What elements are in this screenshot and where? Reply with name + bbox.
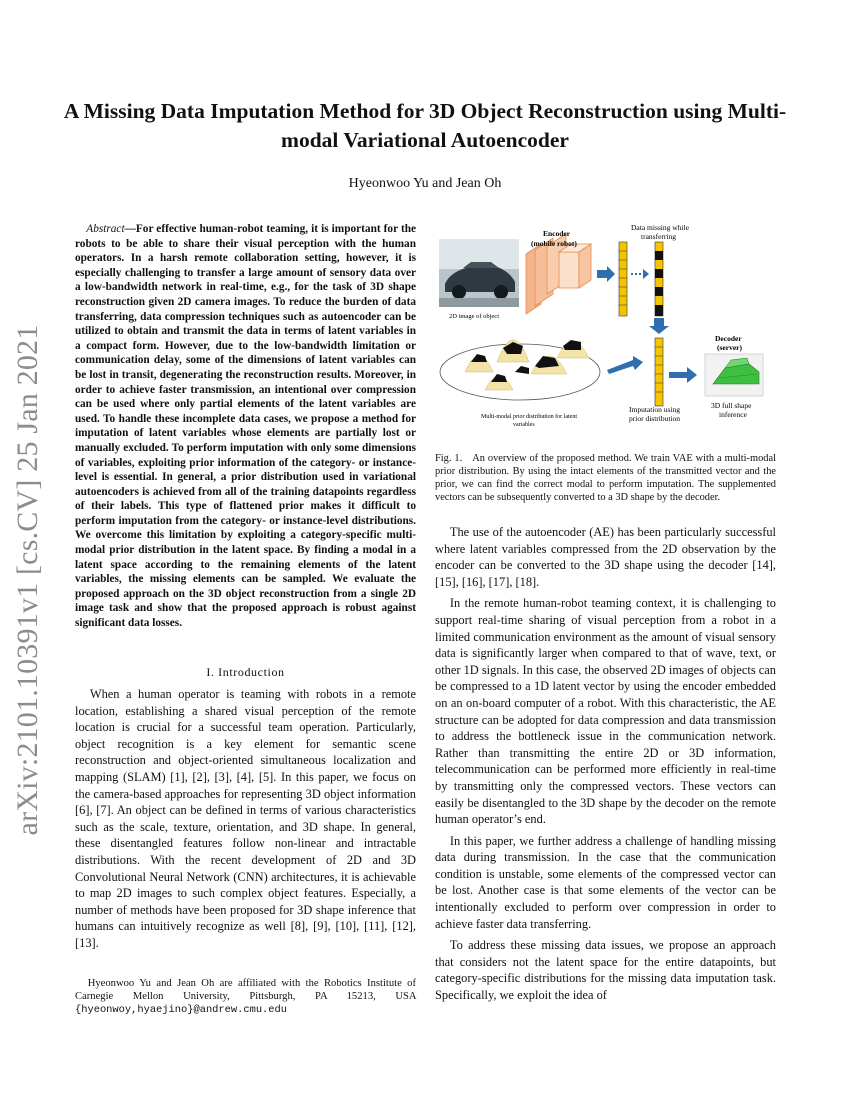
prior-label-line1: Multi-modal prior distribution for latent [481,414,577,420]
car-photo [439,239,519,307]
figure-1-overview-diagram [435,222,776,444]
multimodal-prior-distribution [440,340,600,400]
arrow-down-icon [649,318,669,334]
author-affiliation-footnote [75,977,416,1018]
abstract-dash: — [124,223,136,235]
body-paragraph: In this paper, we further address a challenge of handling missing data during transmission. In the case that the communication condition is unstable, some elements of the compressed vector can be lost. Another case is that some elements of the vector can be intentionally excluded to perform over compression in order to achieve faster data transferring. [435,833,776,931]
intro-paragraph: When a human operator is teaming with robots in a remote location, establishing a shared visual perception of the remote location is crucial for a successful team operation. Particularly, object recognition is a key element for semantic scene reconstruction and object-oriented simultaneous localization and mapping (SLAM) [1], [2], [3], [4], [5]. In this paper, we focus on the camera-based approaches for representing 3D object information [6], [7]. An object can be defined in terms of various characteristics such as the scale, texture, orientation, and 3D shape. In general, these disentangled features follow non-linear and intractable distributions. With the recent development of 2D and 3D Convolutional Neural Network (CNN) architectures, it is achievable to map 2D images to such complex object features. Especially, a number of methods have been proposed for 3D shape inference that humans can intuitively recognize as well [8], [9], [10], [11], [12], [13]. [75,687,416,950]
paper-authors: Hyeonwoo Yu and Jean Oh [348,176,502,191]
introduction-body [75,686,416,952]
image-label: 2D image of object [449,313,499,320]
prior-label-line2: variables [513,422,535,428]
abstract [75,222,416,631]
latent-vector-encoded [619,242,627,316]
missing-label-line2: transferring [641,232,676,241]
latent-vector-missing [655,242,663,316]
decoder-output [705,354,763,396]
caption-text: An overview of the proposed method. We train VAE with a multi-modal prior distribution. By using the intact elements of the transmitted vector and the prior, we can find the correct modal to perform imputation. The supplemented vectors can be subsequently converted to a 3D shape by the decoder. [435,453,776,504]
introduction-body-continued [435,524,776,1009]
shape-label-line1: 3D full shape [711,401,752,410]
footnote-email: {hyeonwoy,hyaejino}@andrew.cmu.edu [75,1004,288,1017]
missing-label-line1: Data missing while [631,223,689,232]
latent-vector-imputed [655,338,663,406]
body-paragraph: In the remote human-robot teaming context, it is challenging to support real-time sharing of visual perception from a robot in a limited communication environment as the amount of visual sensory data is significantly larger when compared to that of wave, text, or other 1D signals. In this case, the observed 2D images of objects can be compressed to a 1D latent vector by using the encoder embedded on an on-board computer of a robot. With this characteristic, the AE structure can be adopted for data compression and data transmission to address the bottleneck issue in the communication network. Rather than transmitting the entire 2D or 3D information, telecommunication can be performed more efficiently in real-time by transmitting only the compressed vectors. These vectors can easily be disentangled to the 3D shape by the decoder on the remote human operator’s end. [435,596,776,827]
arrow-imputation-icon [607,356,643,374]
body-paragraph: The use of the autoencoder (AE) has been particularly successful where latent variables compressed from the 2D observation by the encoder can be converted to the 3D shape using the decoder [14], [15], [16], [17], [18]. [435,525,776,589]
arrow-right-icon [597,266,615,282]
section-heading-introduction: I. Introduction [206,665,285,679]
footnote-text: Hyeonwoo Yu and Jean Oh are affiliated with the Robotics Institute of Carnegie Mellon University, Pittsburgh, PA 15213, USA [75,978,416,1003]
decoder-label: Decoder [715,334,742,343]
abstract-text: For effective human-robot teaming, it is important for the robots to be able to share their visual perception with the human operators. In a harsh remote collaboration setting, however, it is especially challenging to transfer a large amount of sensory data over a low-bandwidth network in real-time, e.g., for the task of 3D shape reconstruction given 2D camera images. To reduce the burden of data transferring, data compression techniques such as autoencoder can be utilized to obtain and transmit the data in terms of latent variables in a compact form. However, due to the low-bandwidth limitation or communication delay, some of the dimensions of latent variables can be lost in transit, degenerating the reconstruction results. Moreover, in order to achieve faster transmission, an intentional over compression can be used where only partial elements of the latent variables are used. To handle these incomplete data cases, we propose a method for imputation of latent variables whose elements are partially lost or manually excluded. To perform imputation with only some dimensions of variables, exploiting prior information of the category- or instance-level is essential. In general, a prior distribution used in variational autoencoders is achieved from all of the training datapoints regardless of their labels. This type of flattened prior makes it difficult to perform imputation from the category- or instance-level distributions. We overcome this limitation by exploiting a category-specific multi-modal prior distribution in the latent space. By finding a modal in a latent space according to the remaining elements of the latent variables, the missing elements can be sampled. We evaluate the proposed approach on the 3D object reconstruction from a single 2D image task and show that the proposed approach is robust against significant data losses. [75,223,416,630]
decoder-sublabel: (server) [717,343,742,352]
abstract-label: Abstract [86,223,125,235]
encoder-label: Encoder [543,229,571,238]
caption-label: Fig. 1. [435,453,463,464]
shape-label-line2: inference [719,410,747,419]
body-paragraph: To address these missing data issues, we propose an approach that considers not the latent space for the entire datapoints, but category-specific distributions for the missing data imputation task. Specifically, we exploit the idea of [435,938,776,1003]
arxiv-identifier-stamp: arXiv:2101.10391v1 [cs.CV] 25 Jan 2021 [11,324,44,836]
figure-1-caption [435,452,776,504]
arrow-decoder-icon [669,367,697,383]
paper-title: A Missing Data Imputation Method for 3D Object Reconstruction using Multi-modal Variational Autoencoder [63,99,787,152]
imputation-label-line2: prior distribution [629,414,681,423]
imputation-label-line1: Imputation using [629,405,681,414]
encoder-sublabel: (mobile robot) [531,239,577,248]
